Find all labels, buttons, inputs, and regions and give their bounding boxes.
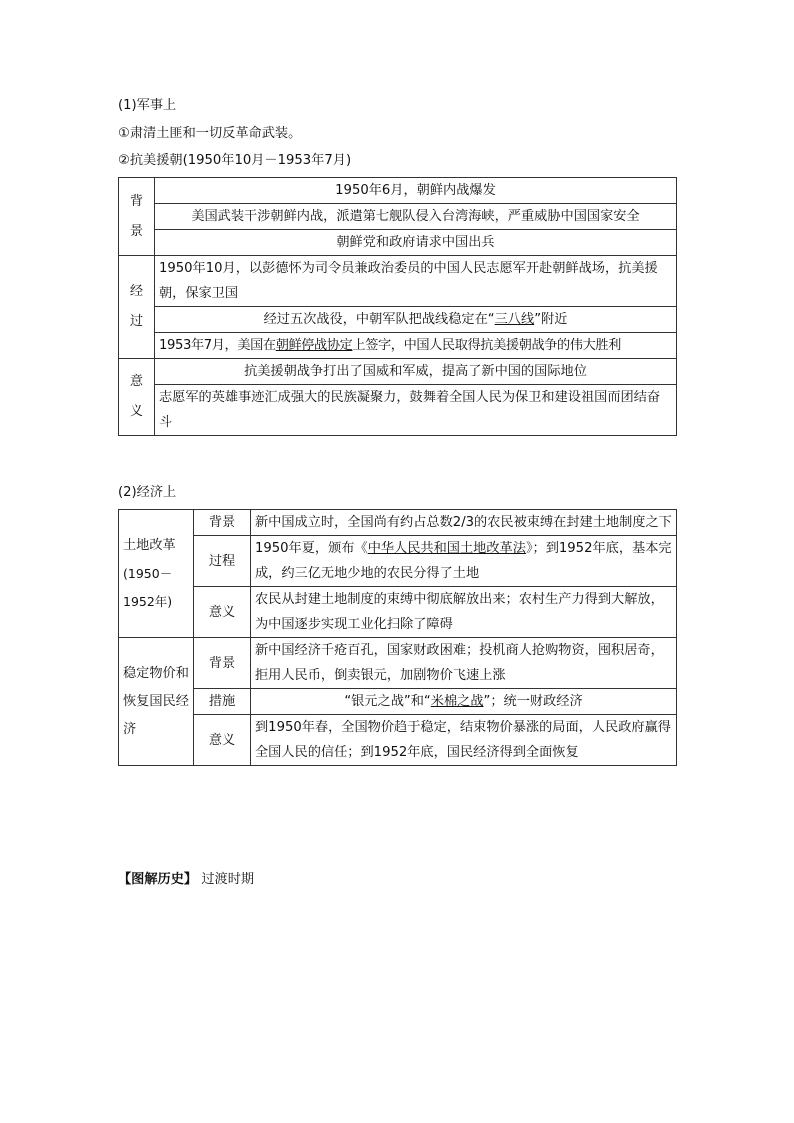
sanbaxian-term: 三八线 — [494, 312, 535, 327]
stabilize-significance: 到1950年春，全国物价趋于稳定，结束物价暴涨的局面，人民政府赢得全国人民的信任；到1952年底，国民经济得到全面恢复 — [251, 715, 677, 766]
background-row-3: 朝鲜党和政府请求中国出兵 — [155, 230, 677, 256]
stabilize-background: 新中国经济千疮百孔，国家财政困难；投机商人抢购物资，囤积居奇，拒用人民币，倒卖银元，加剧物价飞速上涨 — [251, 638, 677, 689]
stabilize-background-label: 背景 — [194, 638, 251, 689]
land-reform-background-label: 背景 — [194, 510, 251, 536]
mimian-term: 米棉之战 — [430, 694, 484, 709]
stabilize-title: 稳定物价和恢复国民经济 — [119, 638, 194, 766]
military-heading: (1)军事上 — [118, 98, 177, 113]
significance-row-1: 抗美援朝战争打出了国威和军威，提高了新中国的国际地位 — [155, 359, 677, 385]
diagram-heading — [118, 870, 254, 890]
land-reform-title-cell — [119, 510, 194, 638]
land-reform-period: (1950－1952年) — [123, 565, 173, 609]
economy-table — [118, 509, 677, 766]
military-item-1: ①肃清土匪和一切反革命武装。 — [118, 126, 302, 141]
military-item-2: ②抗美援朝(1950年10月－1953年7月) — [118, 153, 352, 168]
background-row-2: 美国武装干涉朝鲜内战，派遣第七舰队侵入台湾海峡，严重威胁中国国家安全 — [155, 204, 677, 230]
land-reform-process-label: 过程 — [194, 536, 251, 587]
stabilize-significance-label: 意义 — [194, 715, 251, 766]
land-reform-law-term: 中华人民共和国土地改革法 — [367, 541, 526, 556]
economy-heading: (2)经济上 — [118, 485, 177, 500]
significance-label: 意 义 — [119, 359, 155, 436]
land-reform-background: 新中国成立时，全国尚有约占总数2/3的农民被束缚在封建土地制度之下 — [251, 510, 677, 536]
armistice-term: 朝鲜停战协定 — [275, 338, 353, 353]
significance-row-2: 志愿军的英雄事迹汇成强大的民族凝聚力，鼓舞着全国人民为保卫和建设祖国而团结奋斗 — [155, 385, 677, 436]
process-label: 经 过 — [119, 256, 155, 359]
stabilize-measures-label: 措施 — [194, 689, 251, 715]
land-reform-title: 土地改革 — [123, 537, 176, 553]
background-label: 背 景 — [119, 178, 155, 256]
diagram-heading-tag: 【图解历史】 — [118, 872, 198, 887]
stabilize-measures: “银元之战”和“米棉之战”；统一财政经济 — [251, 689, 677, 715]
korean-war-table — [118, 177, 677, 436]
diagram-heading-title: 过渡时期 — [201, 872, 255, 887]
land-reform-process: 1950年夏，颁布《中华人民共和国土地改革法》；到1952年底，基本完成，约三亿无地少地的农民分得了土地 — [251, 536, 677, 587]
land-reform-significance-label: 意义 — [194, 587, 251, 638]
process-row-1: 1950年10月，以彭德怀为司令员兼政治委员的中国人民志愿军开赴朝鲜战场，抗美援朝，保家卫国 — [155, 256, 677, 307]
land-reform-significance: 农民从封建土地制度的束缚中彻底解放出来；农村生产力得到大解放，为中国逐步实现工业化扫除了障碍 — [251, 587, 677, 638]
background-row-1: 1950年6月，朝鲜内战爆发 — [155, 178, 677, 204]
process-row-2: 经过五次战役，中朝军队把战线稳定在“三八线”附近 — [155, 307, 677, 333]
process-row-3: 1953年7月，美国在朝鲜停战协定上签字，中国人民取得抗美援朝战争的伟大胜利 — [155, 333, 677, 359]
